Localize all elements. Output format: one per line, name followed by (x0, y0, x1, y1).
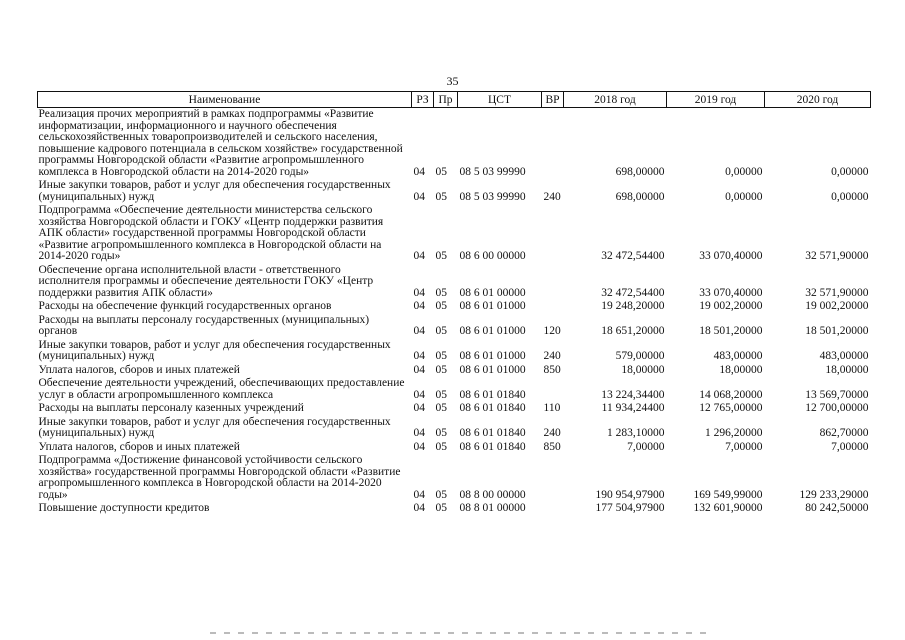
row-pr: 05 (435, 488, 447, 501)
row-rz: 04 (413, 427, 425, 439)
row-cst: 08 6 01 01840 (459, 440, 526, 453)
row-cst: 08 6 01 00000 (459, 286, 526, 299)
row-pr: 05 (435, 190, 447, 203)
col-header-2020: 2020 год (765, 92, 871, 108)
row-2019: 33 070,40000 (699, 286, 763, 299)
row-2019: 18,00000 (719, 363, 763, 376)
row-cst: 08 8 01 00000 (459, 502, 526, 514)
row-vr (542, 204, 564, 264)
row-2018: 32 472,54400 (601, 250, 665, 262)
col-header-cst: ЦСТ (458, 92, 542, 108)
row-2020: 7,00000 (831, 440, 869, 453)
row-2018: 18 651,20000 (601, 325, 665, 337)
row-2019: 33 070,40000 (699, 250, 763, 262)
page-number: 35 (446, 74, 459, 88)
row-cst: 08 5 03 99990 (459, 190, 526, 203)
row-2019: 7,00000 (725, 440, 763, 453)
row-2019: 483,00000 (713, 350, 763, 362)
row-cst: 08 6 01 01000 (459, 300, 526, 312)
row-2020: 483,00000 (819, 350, 869, 362)
row-cst: 08 6 01 01840 (459, 402, 526, 414)
row-pr: 05 (435, 363, 447, 376)
row-2018: 13 224,34400 (601, 388, 665, 401)
row-2018: 18,00000 (621, 363, 665, 376)
row-vr (542, 454, 564, 502)
table-row (38, 108, 871, 180)
row-rz: 04 (413, 350, 425, 362)
row-name: Уплата налогов, сборов и иных платежей (38, 363, 240, 376)
table-row (38, 179, 871, 204)
row-rz: 04 (413, 440, 425, 453)
row-2020: 862,70000 (819, 427, 869, 439)
table-row (38, 314, 871, 339)
row-rz: 04 (413, 325, 425, 337)
row-2019: 169 549,99000 (693, 488, 763, 501)
budget-table (37, 91, 871, 516)
row-2019: 0,00000 (725, 165, 763, 178)
row-2020: 12 700,00000 (805, 402, 869, 414)
row-name: Повышение доступности кредитов (38, 502, 210, 514)
row-pr: 05 (435, 502, 447, 514)
row-2018: 698,00000 (615, 190, 665, 203)
row-2019: 18 501,20000 (699, 325, 763, 337)
row-pr: 05 (435, 250, 447, 262)
row-pr: 05 (435, 325, 447, 337)
row-name: Расходы на выплаты персоналу государственных (муниципальных) органов (38, 313, 370, 337)
row-vr: 240 (543, 350, 561, 362)
table-row (38, 502, 871, 516)
row-2020: 13 569,70000 (805, 388, 869, 401)
col-header-name: Наименование (38, 92, 412, 108)
row-rz: 04 (413, 488, 425, 501)
row-2018: 7,00000 (627, 440, 665, 453)
row-2019: 12 765,00000 (699, 402, 763, 414)
row-2020: 18 501,20000 (805, 325, 869, 337)
row-rz: 04 (413, 300, 425, 312)
row-2019: 132 601,90000 (693, 502, 763, 514)
row-2020: 80 242,50000 (805, 502, 869, 514)
row-pr: 05 (435, 427, 447, 439)
row-pr: 05 (435, 350, 447, 362)
row-2020: 18,00000 (825, 363, 869, 376)
row-vr: 240 (543, 190, 561, 203)
row-name: Расходы на обеспечение функций государственных органов (38, 300, 332, 312)
row-2020: 32 571,90000 (805, 286, 869, 299)
row-name: Иные закупки товаров, работ и услуг для обеспечения государственных (муниципальных) нужд (38, 338, 391, 362)
row-2018: 190 954,97900 (595, 488, 665, 501)
row-rz: 04 (413, 286, 425, 299)
row-vr: 110 (543, 402, 561, 414)
table-row (38, 364, 871, 378)
row-cst: 08 6 01 01000 (459, 325, 526, 337)
col-header-rz: РЗ (412, 92, 434, 108)
row-vr (542, 502, 564, 516)
col-header-vr: ВР (542, 92, 564, 108)
col-header-2018: 2018 год (564, 92, 667, 108)
row-2020: 0,00000 (831, 190, 869, 203)
row-cst: 08 6 01 01840 (459, 427, 526, 439)
row-2020: 129 233,29000 (799, 488, 869, 501)
row-vr (542, 377, 564, 402)
row-cst: 08 5 03 99990 (459, 165, 526, 178)
table-row (38, 402, 871, 416)
table-row (38, 204, 871, 264)
row-rz: 04 (413, 402, 425, 414)
row-vr (542, 108, 564, 180)
row-2019: 19 002,20000 (699, 300, 763, 312)
row-name: Обеспечение органа исполнительной власти - ответственного исполнителя программы и обеспечение деятельности ГОКУ «Центр поддержки развития АПК области» (38, 263, 374, 299)
col-header-2019: 2019 год (667, 92, 765, 108)
row-name: Иные закупки товаров, работ и услуг для обеспечения государственных (муниципальных) нужд (38, 415, 391, 439)
table-row (38, 454, 871, 502)
row-name: Расходы на выплаты персоналу казенных учреждений (38, 402, 304, 414)
row-2018: 698,00000 (615, 165, 665, 178)
row-2019: 1 296,20000 (705, 427, 763, 439)
row-rz: 04 (413, 502, 425, 514)
row-rz: 04 (413, 363, 425, 376)
row-2018: 579,00000 (615, 350, 665, 362)
row-vr (542, 264, 564, 301)
row-vr: 850 (543, 440, 561, 453)
table-row (38, 264, 871, 301)
row-cst: 08 6 01 01840 (459, 388, 526, 401)
table-row (38, 416, 871, 441)
row-cst: 08 6 01 01000 (459, 363, 526, 376)
row-2018: 177 504,97900 (595, 502, 665, 514)
row-rz: 04 (413, 250, 425, 262)
row-pr: 05 (435, 388, 447, 401)
row-2018: 32 472,54400 (601, 286, 665, 299)
row-name: Обеспечение деятельности учреждений, обеспечивающих предоставление услуг в области агропромышленного комплекса (38, 377, 405, 401)
row-2020: 32 571,90000 (805, 250, 869, 262)
row-2018: 11 934,24400 (601, 402, 665, 414)
row-name: Уплата налогов, сборов и иных платежей (38, 440, 240, 453)
row-2018: 19 248,20000 (601, 300, 665, 312)
row-pr: 05 (435, 402, 447, 414)
row-vr: 240 (543, 427, 561, 439)
row-cst: 08 6 00 00000 (459, 250, 526, 262)
row-2019: 14 068,20000 (699, 388, 763, 401)
table-row (38, 339, 871, 364)
row-pr: 05 (435, 165, 447, 178)
col-header-pr: Пр (434, 92, 458, 108)
row-rz: 04 (413, 388, 425, 401)
row-vr: 120 (543, 325, 561, 337)
row-2018: 1 283,10000 (607, 427, 665, 439)
row-cst: 08 8 00 00000 (459, 488, 526, 501)
row-vr: 850 (543, 363, 561, 376)
row-pr: 05 (435, 286, 447, 299)
row-vr (542, 300, 564, 314)
row-rz: 04 (413, 190, 425, 203)
row-pr: 05 (435, 440, 447, 453)
table-row (38, 300, 871, 314)
row-2019: 0,00000 (725, 190, 763, 203)
row-name: Подпрограмма «Обеспечение деятельности министерства сельского хозяйства Новгородской области и ГОКУ «Центр поддержки развития АПК области» государственной программы Новгородской области «Развитие агропромышленного комплекса в Новгородской области на 2014-2020 годы» (38, 204, 384, 262)
row-name: Подпрограмма «Достижение финансовой устойчивости сельского хозяйства» государственной программы Новгородской области «Развитие агропромышленного комплекса в Новгородской области на 2014-2020 годы» (38, 454, 401, 501)
row-rz: 04 (413, 165, 425, 178)
table-row (38, 441, 871, 455)
row-2020: 19 002,20000 (805, 300, 869, 312)
row-name: Реализация прочих мероприятий в рамках подпрограммы «Развитие информатизации, информационного и научного обеспечения сельскохозяйственных товаропроизводителей и сельского населения, повышение кадрового потенциала в сельском хозяйстве» государственной программы Новгородской области «Развитие агропромышленного комплекса в Новгородской области на 2014-2020 годы» (38, 108, 403, 178)
row-cst: 08 6 01 01000 (459, 350, 526, 362)
scan-artifact (210, 632, 710, 634)
table-row (38, 377, 871, 402)
row-2020: 0,00000 (831, 165, 869, 178)
row-pr: 05 (435, 300, 447, 312)
table-header-row (38, 92, 871, 108)
row-name: Иные закупки товаров, работ и услуг для обеспечения государственных (муниципальных) нужд (38, 179, 391, 203)
